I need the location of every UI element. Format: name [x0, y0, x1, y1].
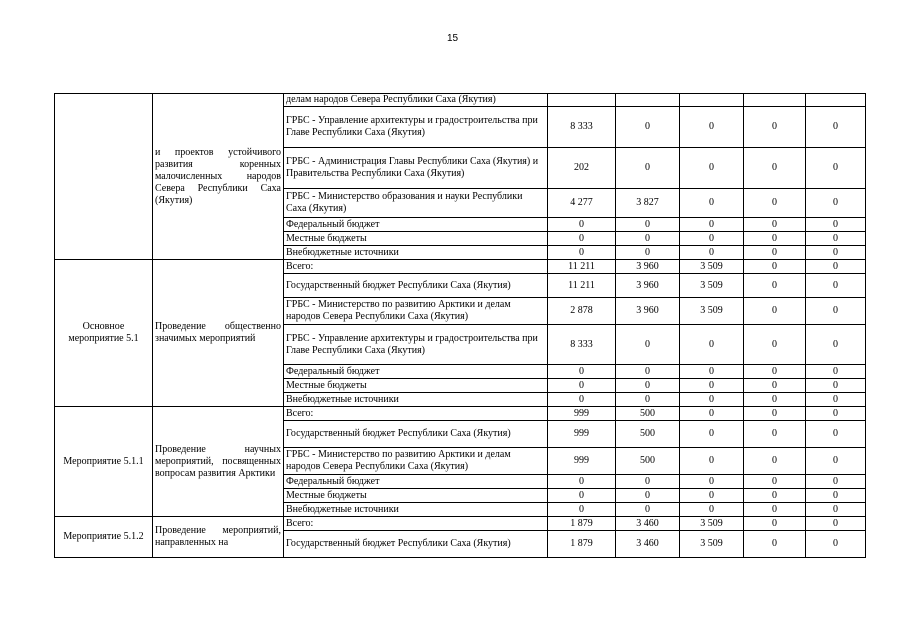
- amount-cell-4: 0: [744, 475, 806, 489]
- amount-cell-4: 0: [744, 107, 806, 148]
- amount-cell-2: 0: [616, 232, 680, 246]
- amount-cell-1: 0: [548, 379, 616, 393]
- funding-source: Внебюджетные источники: [284, 246, 548, 260]
- amount-cell-5: 0: [806, 218, 866, 232]
- amount-cell-1: 8 333: [548, 325, 616, 365]
- activity-code: Основное мероприятие 5.1: [55, 260, 153, 407]
- amount-cell-4: 0: [744, 379, 806, 393]
- amount-cell-4: 0: [744, 421, 806, 448]
- amount-cell-1: 999: [548, 407, 616, 421]
- amount-cell-4: 0: [744, 393, 806, 407]
- amount-cell-2: 3 460: [616, 531, 680, 558]
- amount-cell-3: 0: [680, 189, 744, 218]
- funding-source: Всего:: [284, 407, 548, 421]
- funding-source: Государственный бюджет Республики Саха (Якутия): [284, 274, 548, 298]
- funding-source: делам народов Севера Республики Саха (Якутия): [284, 94, 548, 107]
- funding-source: ГРБС - Министерство по развитию Арктики и делам народов Севера Республики Саха (Якутия): [284, 448, 548, 475]
- amount-cell-4: 0: [744, 218, 806, 232]
- amount-cell-3: 0: [680, 246, 744, 260]
- amount-cell-1: [548, 94, 616, 107]
- funding-source: ГРБС - Управление архитектуры и градостроительства при Главе Республики Саха (Якутия): [284, 107, 548, 148]
- activity-code: [55, 94, 153, 260]
- funding-source: Всего:: [284, 260, 548, 274]
- funding-source: Федеральный бюджет: [284, 475, 548, 489]
- amount-cell-1: 0: [548, 393, 616, 407]
- amount-cell-3: 0: [680, 107, 744, 148]
- amount-cell-2: 500: [616, 407, 680, 421]
- amount-cell-5: 0: [806, 421, 866, 448]
- amount-cell-5: 0: [806, 531, 866, 558]
- amount-cell-1: 0: [548, 503, 616, 517]
- amount-cell-2: 0: [616, 503, 680, 517]
- funding-source: Местные бюджеты: [284, 232, 548, 246]
- amount-cell-4: 0: [744, 407, 806, 421]
- amount-cell-4: 0: [744, 503, 806, 517]
- funding-source: ГРБС - Министерство образования и науки Республики Саха (Якутия): [284, 189, 548, 218]
- amount-cell-1: 202: [548, 148, 616, 189]
- amount-cell-2: 0: [616, 393, 680, 407]
- amount-cell-2: 0: [616, 107, 680, 148]
- amount-cell-5: 0: [806, 475, 866, 489]
- budget-table: [54, 93, 866, 558]
- amount-cell-4: 0: [744, 325, 806, 365]
- amount-cell-4: 0: [744, 365, 806, 379]
- amount-cell-1: 11 211: [548, 260, 616, 274]
- amount-cell-5: 0: [806, 448, 866, 475]
- amount-cell-4: 0: [744, 189, 806, 218]
- amount-cell-5: 0: [806, 274, 866, 298]
- activity-code: Мероприятие 5.1.2: [55, 517, 153, 558]
- amount-cell-1: 999: [548, 448, 616, 475]
- funding-source: Внебюджетные источники: [284, 393, 548, 407]
- activity-name: и проектов устойчивого развития коренных малочисленных народов Севера Республики Саха (Якутия): [153, 94, 284, 260]
- amount-cell-2: 0: [616, 489, 680, 503]
- amount-cell-3: 0: [680, 232, 744, 246]
- page-number: 15: [446, 33, 459, 44]
- funding-source: ГРБС - Управление архитектуры и градостроительства при Главе Республики Саха (Якутия): [284, 325, 548, 365]
- amount-cell-4: 0: [744, 148, 806, 189]
- amount-cell-3: 0: [680, 421, 744, 448]
- amount-cell-5: 0: [806, 365, 866, 379]
- funding-source: Местные бюджеты: [284, 489, 548, 503]
- amount-cell-3: [680, 94, 744, 107]
- amount-cell-3: 0: [680, 393, 744, 407]
- amount-cell-4: [744, 94, 806, 107]
- activity-name: Проведение общественно значимых мероприятий: [153, 260, 284, 407]
- amount-cell-5: 0: [806, 325, 866, 365]
- amount-cell-2: 3 460: [616, 517, 680, 531]
- amount-cell-1: 0: [548, 365, 616, 379]
- amount-cell-4: 0: [744, 531, 806, 558]
- amount-cell-5: 0: [806, 148, 866, 189]
- amount-cell-1: 0: [548, 489, 616, 503]
- funding-source: Государственный бюджет Республики Саха (Якутия): [284, 531, 548, 558]
- amount-cell-5: [806, 94, 866, 107]
- amount-cell-3: 0: [680, 218, 744, 232]
- amount-cell-2: 0: [616, 365, 680, 379]
- amount-cell-4: 0: [744, 260, 806, 274]
- amount-cell-2: 3 827: [616, 189, 680, 218]
- amount-cell-5: 0: [806, 379, 866, 393]
- amount-cell-3: 3 509: [680, 517, 744, 531]
- amount-cell-3: 0: [680, 365, 744, 379]
- amount-cell-4: 0: [744, 246, 806, 260]
- amount-cell-2: 0: [616, 148, 680, 189]
- amount-cell-2: 3 960: [616, 274, 680, 298]
- amount-cell-4: 0: [744, 517, 806, 531]
- amount-cell-4: 0: [744, 298, 806, 325]
- amount-cell-1: 0: [548, 475, 616, 489]
- amount-cell-2: 0: [616, 475, 680, 489]
- funding-source: Всего:: [284, 517, 548, 531]
- funding-source: Внебюджетные источники: [284, 503, 548, 517]
- amount-cell-1: 999: [548, 421, 616, 448]
- amount-cell-1: 1 879: [548, 531, 616, 558]
- amount-cell-3: 0: [680, 475, 744, 489]
- funding-source: Федеральный бюджет: [284, 218, 548, 232]
- amount-cell-3: 0: [680, 489, 744, 503]
- amount-cell-2: [616, 94, 680, 107]
- amount-cell-3: 0: [680, 407, 744, 421]
- amount-cell-2: 0: [616, 325, 680, 365]
- amount-cell-1: 0: [548, 232, 616, 246]
- amount-cell-5: 0: [806, 517, 866, 531]
- amount-cell-3: 3 509: [680, 260, 744, 274]
- table-row: [55, 260, 866, 274]
- amount-cell-5: 0: [806, 246, 866, 260]
- amount-cell-1: 11 211: [548, 274, 616, 298]
- amount-cell-3: 0: [680, 148, 744, 189]
- amount-cell-3: 0: [680, 379, 744, 393]
- amount-cell-5: 0: [806, 393, 866, 407]
- amount-cell-2: 500: [616, 421, 680, 448]
- amount-cell-2: 0: [616, 218, 680, 232]
- amount-cell-4: 0: [744, 274, 806, 298]
- amount-cell-1: 2 878: [548, 298, 616, 325]
- table-row: [55, 94, 866, 107]
- amount-cell-3: 3 509: [680, 531, 744, 558]
- table-body: [55, 94, 866, 558]
- amount-cell-5: 0: [806, 232, 866, 246]
- table-row: [55, 407, 866, 421]
- activity-code: Мероприятие 5.1.1: [55, 407, 153, 517]
- funding-source: ГРБС - Администрация Главы Республики Саха (Якутия) и Правительства Республики Саха (Якутия): [284, 148, 548, 189]
- amount-cell-5: 0: [806, 407, 866, 421]
- funding-source: ГРБС - Министерство по развитию Арктики и делам народов Севера Республики Саха (Якутия): [284, 298, 548, 325]
- amount-cell-1: 8 333: [548, 107, 616, 148]
- amount-cell-1: 1 879: [548, 517, 616, 531]
- funding-source: Государственный бюджет Республики Саха (Якутия): [284, 421, 548, 448]
- amount-cell-5: 0: [806, 107, 866, 148]
- activity-name: Проведение мероприятий, направленных на: [153, 517, 284, 558]
- amount-cell-3: 0: [680, 448, 744, 475]
- amount-cell-4: 0: [744, 489, 806, 503]
- amount-cell-5: 0: [806, 489, 866, 503]
- amount-cell-1: 0: [548, 246, 616, 260]
- amount-cell-5: 0: [806, 260, 866, 274]
- activity-name: Проведение научных мероприятий, посвященных вопросам развития Арктики: [153, 407, 284, 517]
- amount-cell-5: 0: [806, 503, 866, 517]
- amount-cell-1: 4 277: [548, 189, 616, 218]
- funding-source: Местные бюджеты: [284, 379, 548, 393]
- amount-cell-2: 3 960: [616, 298, 680, 325]
- amount-cell-2: 3 960: [616, 260, 680, 274]
- funding-source: Федеральный бюджет: [284, 365, 548, 379]
- amount-cell-4: 0: [744, 232, 806, 246]
- amount-cell-5: 0: [806, 298, 866, 325]
- amount-cell-1: 0: [548, 218, 616, 232]
- amount-cell-4: 0: [744, 448, 806, 475]
- amount-cell-2: 0: [616, 379, 680, 393]
- amount-cell-2: 0: [616, 246, 680, 260]
- table-row: [55, 517, 866, 531]
- amount-cell-3: 3 509: [680, 298, 744, 325]
- amount-cell-5: 0: [806, 189, 866, 218]
- amount-cell-2: 500: [616, 448, 680, 475]
- amount-cell-3: 3 509: [680, 274, 744, 298]
- amount-cell-3: 0: [680, 503, 744, 517]
- amount-cell-3: 0: [680, 325, 744, 365]
